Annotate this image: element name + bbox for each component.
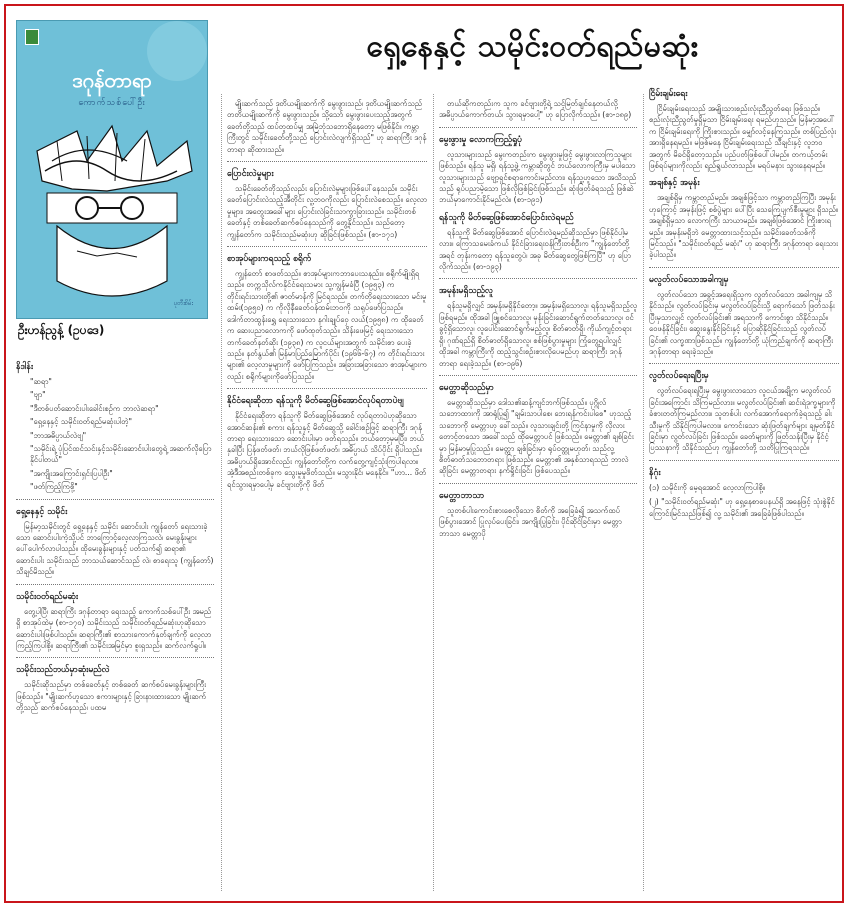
divider: [439, 375, 637, 376]
headline: ရှေ့နေနှင့် သမိုင်းဝတ်ရည်မဆုံး: [366, 29, 699, 64]
paragraph: အချစ်ရှိမှ ကမ္ဘာတည်မည်။ အချစ်ဖြင့်သာ ကမ္ဘာတည်ကြပြီး အမုန်းဟုကြောင့် အမုန်းဖြင့် စစ်ပွဲများ ပေါ်ပြီး သေကြေပျက်စီးမှုများ ရှိသည်။ အချစ်ရှိမှသာ လောကကြီး သာယာမည်။ အချစ်ဖြစ်အောင် ကြိုးစားရမည်။ အမုန်းမရှိဘဲ မေတ္တာထားသင့်သည်။ သမိုင်းခေတ်သစ်ကို မြင်သည်။ "သမိုင်းဝတ်ရည် မဆုံး" ဟု ဆရာကြီး ဒဂုန်တာရာ ရေးသားခဲ့ပါသည်။: [649, 193, 839, 260]
section-heading: နိဂုံး: [649, 467, 661, 478]
paragraph: တယ်ဆိုကတည်းက သူက ခင်ဗျားတို့ရဲ့ သင့်မြတ်ချင်နေတယ်လို့ အဓိပ္ပာယ်ကောက်တယ်၊ သွားရမှာပေါ့" ဟု ပြောလိုက်သည်။ (စာ-၁၈၉): [439, 99, 632, 120]
divider: [227, 388, 427, 389]
divider: [16, 657, 214, 658]
section-heading: သမိုင်းသည်ဘယ်မှာဆုံးမည်လဲ: [16, 665, 110, 676]
section-heading: မလွတ်လပ်သောအခါကျမှ: [649, 274, 729, 285]
cover-title: ဒဂုန်တာရာ: [72, 68, 152, 92]
divider: [649, 267, 839, 268]
paragraph: တွေ့ပါပြီ၊ ဆရာကြီး ဒဂုန်တာရာ ရေးသည့် ကောက်သစ်ပေါ်ဦး အမည်ရှိ စာအုပ်ထဲမှ (စာ-၁၇၀) သမိုင်းသည် သမိုင်းဝတ်ရည်မဆုံးဟုဆိုသော ဆောင်းပါးဖြစ်ပါသည်။ ဆရာကြီး၏ စာသားကောက်နုတ်ချက်ကို လေ့လာကြည့်ကြပါစို့။ ဆရာကြီး၏ သမိုင်းအမြင်မှာ စူးရှသည်။ ဆက်လက်ရှုပါ။: [16, 606, 212, 650]
section-heading: နိုင်ငံရေးဆိုတာ ရန်သူကို မိတ်ဆွေဖြစ်အောင်လုပ်ရတာပဲဗျ: [227, 396, 404, 407]
list-item: (၁) သမိုင်းကို မေ့ရအောင် လေ့လာကြပါစို့။: [649, 482, 766, 492]
publisher-logo: [25, 29, 39, 45]
article-body: [10, 10, 838, 897]
section-heading: မေတ္တာဘာသာ: [439, 490, 485, 501]
column-divider: [643, 94, 644, 891]
paragraph: နိုင်ငံရေးဆိုတာ ရန်သူကို မိတ်ဆွေဖြစ်အောင် လုပ်ရတာပဲဟုဆိုသော အောင်ဆန်း၏ စကား ရန်သူနှင့် မိတ်ဆွေသို့ ခေါင်းစဉ်ဖြင့် ဆရာကြီး ဒဂုန်တာရာ ရေးသားသော ဆောင်းပါးမှာ ဖတ်ရသည်။ ဘယ်တော့မှမပြီး၊ ဘယ်နှခါပြီး ပြန်ဖတ်ဖတ်၊ ဘယ်လိုဖြစ်ဖတ်ဖတ်၊ အဓိပ္ပာယ် သိပ်ပိုင်း ရှိပါသည်။ အဓိပ္ပာယ်ရှိအောင်လည်း ကျွန်တော်တို့က လက်တွေ့ကျင့်သုံးကြပါရလာ။ အဲ့ဒီအစည်းတစ်ခုက သွေးမူမှုဖိတ်သည်။ မသွားနိုင်၊ မနေနိုင်။ "ဟာ... ဖိတ်ရင်သွားရမှာပေါ့မှ ခင်ဗျားတို့ကို ဖိတ်: [227, 411, 427, 489]
paragraph: ငြိမ်းချမ်းရေးသည် အမျိုးသားစည်းလုံးညီညွတ်ရေး ဖြစ်သည်။ စည်းလုံးညီညွတ်မှုရှိမှသာ ငြိမ်းချမ်းရေး ရမည်ဟုသည်။ မြန်မာ့အပေါ်က ငြိမ်းချမ်းရေးကို ကြိုးစားသည်။ မျှော်လင့်နေကြသည်။ တစ်ပြည်လုံး အားရှိနေရမည်။ မဖြစ်မနေ ငြိမ်းချမ်းရေးသည် သီချင်းနှင့် လူဘဝအတွက် မိခင်ရှိတော့သည်။ ပည်ပတ်ဖြစ်ပေါ်ပါမည်။ တကယ့်တမ်း ဖြစ်ရပ်များကိုလည်း ရည်ရွယ်လာသည်။ မရပ်မနား သွားနေရမည်။: [649, 104, 837, 171]
dialogue-list: [16, 376, 214, 493]
conclusion-list: [649, 482, 839, 519]
paragraph: သူတစ်ပါးကောင်းစားစေလိုသော စိတ်ကို အခြေခံ၍ အသက်ထပ်ဖြစ်ပွားအောင် ပြုလုပ်ပေးခြင်း၊ အကျိုးပြုခြင်း၊ ပိုင်ဆိုင်ခြင်းမှာ မေတ္တာဘာသာ မေတ္တာပို: [439, 505, 622, 538]
article-frame: [4, 4, 844, 903]
section-heading: မွေးဖွားမှု လောကကြည့်ရှုပုံ: [439, 134, 522, 145]
paragraph: လွတ်လပ်ရေးရပြီးမှ မွေးဖွားလာသော လူငယ်အချို့က မလွတ်လပ်ခြင်းအကြောင်း သိကြမည်လား။ မလွတ်လပ်ခြင်း၏ ဆင်းရဲဒုက္ခများကို ခံစားတတ်ကြမည်လား။ သူတစ်ပါး လက်အောက်ရောက်ခဲ့ရသည့် ခါးသီးမှုကို သိနိုင်ကြပါမလား။ ကောင်းသော ဆုံးဖြတ်ချက်များ ချမှတ်နိုင်ခြင်းမှာ လွတ်လပ်ခြင်း ဖြစ်သည်။ ခေတ်များကို ဖြတ်သန်းပြီးမှ နိုင်ငံ့ပြဿနာကို သိနိုင်သည်ဟု ကျွန်တော်တို့ သတိပြုကြရသည်။: [649, 386, 836, 453]
section-heading: စာအုပ်များကရသည့် စရိုက်: [227, 254, 312, 265]
column-divider: [433, 94, 434, 891]
list-item: "ဆရာ": [30, 377, 52, 386]
paragraph: လွတ်လပ်သော အခွင့်အရေးရှိသူက လွတ်လပ်သော အခါကျမှ သိနိုင်သည်။ လွတ်လပ်ခြင်းမှ မလွတ်လပ်ခြင်းသို့ ရောက်သော် ဖြတ်သန်းပြီးမှသာလျှင် လွတ်လပ်ခြင်း၏ အရသာကို ကောင်းစွာ သိနိုင်သည်။ ဝေဖန်နိုင်ခြင်း၊ ဆွေးနွေးနိုင်ခြင်းနှင့် ပြောဆိုနိုင်ခြင်းသည် လွတ်လပ်ခြင်း၏ လက္ခဏာဖြစ်သည်။ ကျွန်တော်တို့ ယုံကြည်ချက်ကို ဆရာကြီး ဒဂုန်တာရာ ရေးခဲ့သည်။: [649, 289, 835, 356]
section-heading: အမုန်းမရှိသည့်လူ: [439, 286, 493, 297]
paragraph: ရန်သူကို မိတ်ဆွေဖြစ်အောင် ပြောင်းလဲရမည်ဆိုသည်မှာ ဖြစ်နိုင်ပါ့မလား။ ကြောသမေးခံကယ် နိုင်ငံခြားရေးဝန်ကြီးတစ်ဦးက "ကျွန်တော်တို့ အရင် တုန်းကတော့ ရန်သူတွေပဲ၊ အခု မိတ်ဆွေတွေဖြစ်ကြပြီ" ဟု ပြောလိုက်သည်။ (စာ-၁၉၃): [439, 227, 631, 272]
divider: [227, 246, 427, 247]
paragraph: သမိုင်းဆိုသည်မှာ တစ်ခေတ်နှင့် တစ်ခေတ် ဆက်စပ်မေးခွန်းများကြီး ဖြစ်သည်။ "မျိုးဆက်ဟူသော စကားများနှင့် ခြားနားထားသော မျိုးဆက်တို့သည် ဆက်စပ်နေသည်၊ ပထမ: [16, 680, 207, 713]
section-heading: မေတ္တာဆိုသည်မှာ: [439, 382, 494, 393]
paragraph: သမိုင်းခေတ်တိုသည်လည်း ပြောင်းလဲမှုများဖြစ်ပေါ်နေသည်။ သမိုင်းခေတ်ပြောင်းလဲသည့်အီတိုင်း လူ့ဘဝကိုလည်း ပြောင်းလဲစေသည်။ လေ့လာမှုများ၊ အတွေးအခေါ်များ ပြောင်းလဲခြင်းသာကွာခြားသည်။ သမိုင်းတစ်ခေတ်နှင့် တစ်ခေတ်ဆက်စပ်နေသည်ကို တွေ့နိုင်သည်။ သည်တော့ ကျွန်တော်က သမိုင်းသည်မဆုံးဟု ဆိုခြင်းဖြစ်သည်။ (စာ-၁၇၁): [227, 184, 427, 239]
cover-illustration: [17, 21, 207, 318]
column-4: [649, 82, 839, 522]
list-item: "ဘာအဓိပ္ပာယ်လဲဗျ": [30, 430, 87, 440]
paragraph: လူသားများသည် မွေးကတည်းက မွေးဖွားမှုဖြင့် မွေးဖွားလာကြသူများ ဖြစ်သည်။ ရန်သူ မရှိ၊ ရန်သူ့ဖွဲ့ ကမ္ဘာဆိုတွင် ဘယ်လောကကြီးမှ မပါသော လူသားများသည် ဗျော့ရှင်စရာကောင်းမည်လား၊ ရန်သူ့ဟူသော အသိသည်သည် ရုပ်ပညာမဲ့သော ဖြစ်လိုဖြစ်ခြင်းဖြစ်သည်။ ဆုံးဖြတ်ခံရသည့် ဖြစ်ဆဲ ဘယ်မှာကောင်းနိုင်မည်လဲ။ (စာ-၁၉၁): [439, 149, 637, 205]
list-item: "ဗျာ": [30, 390, 46, 400]
cover-author: ကောက်သစ်ပေါ်ဦး: [78, 98, 146, 108]
divider: [439, 278, 637, 279]
paragraph: ရန်သူမရှိလျှင် အမုန်းမရှိနိုင်တော့။ အမုန်းမရှိသောလူ၊ ရန်သူမရှိသည့်လူ ဖြစ်ရမည်။ ထိုအခါ ဖြူစင်သောလူ၊ မုန်းခြင်းဆောင်ရွက်တတ်သောလူ၊ ဝင်ခွင့်ရှိသောလူ၊ လူပေါင်းဆောင်ရွက်မည့်လူ၊ စိတ်ဓာတ်ရှိ၊ ကိုယ်ကျင့်တရားရှိ၊ ဂုဏ်ရည်ရှိ စိတ်ဓာတ်ရှိသောလူ၊ စစ်ဖြစ်ပွားမှုများ ကြုံတွေ့ရပါလျှင် ထိုအခါ ကမ္ဘာကြီးကို ထည့်သွင်းစဉ်းစားလိုပေမည်ဟု ဆရာကြီး ဒဂုန်တာရာ ရေးခဲ့သည်။ (စာ-၁၉၆): [439, 301, 637, 368]
cover-publisher: ပုတီးစိမ်း: [173, 300, 193, 307]
divider: [227, 161, 427, 162]
section-heading: ရန်သူကို မိတ်ဆွေဖြစ်အောင်ပြောင်းလဲရမည်: [439, 212, 574, 223]
divider: [649, 363, 839, 364]
section-heading: ပြောင်းလဲမှုများ: [227, 169, 274, 180]
divider: [649, 460, 839, 461]
column-divider: [221, 94, 222, 891]
divider: [16, 499, 214, 500]
paragraph: မျိုးဆက်သည် ဒုတိယမျိုးဆက်ကို မွေးဖွားသည်၊ ဒုတိယမျိုးဆက်သည် တတိယမျိုးဆက်ကို မွေးဖွားသည်။ သို့သော် မွေးဖွားပေးသည့်အတွက် ခေတ်တို့သည် ထပ်တူထပ်မျှ အမြဲဘုံသဘောရှိနေတော့ မဖြစ်နိုင်။ ကမ္ဘာကြီးတွင် သမိုင်းခေတ်တို့သည် ပြောင်းလဲလျက်ရှိသည်" ဟု ဆရာကြီး ဒဂုန်တာရာ ဆိုထားသည်။: [227, 99, 427, 154]
list-item: (၂) "သမိုင်းဝတ်ရည်မဆုံး" ဟု ရှေ့နေစာပေနယ်ရှိ အနေဖြင့် သုံးစွဲနိုင်ကြောင်းမြင်သည်ဖြစ်၍ လူ့ သမိုင်း၏ အခြေခံဖြစ်ပါသည်။: [649, 497, 835, 518]
list-item: "သမိုင်းရဲ့ ပုံပြင်ထင်သင်းနှင့်သမိုင်းဆောင်းပါးတွေရဲ့ အဆက်လိုပြောနိုင်ပါတယ်": [30, 444, 212, 465]
list-item: "အကျိုးအကြောင်းရှင်းပြပါဦး": [30, 468, 113, 478]
paragraph: မေတ္တာဆိုသည်မှာ ဒေါသ၏ဆန့်ကျင်ဘက်ဖြစ်သည်။ ပုဂ္ဂိုလ်သဘောထားကို အာရုံပြု၍ "ချမ်းသာပါစေ၊ ဘေးရန်ကင်းပါစေ" ဟုသည့်သဘောကို မေတ္တာဟု ခေါ်သည်။ လူသားချင်းတို့ ကြင်နာမှုကို လိုလားတောင့်တသော အခေါ်သည် ထိုမေတ္တာပင် ဖြစ်သည်။ မေတ္တာ၏ ချစ်ခြင်းမှာ မြန်မာမှုပြုသည်။ မေတ္တာ ချစ်ခြင်းမှာ ရုပ်ဝတ္ထုမဟုတ်၊ သည်လူ့ စိတ်ဓာတ်သဘောတရား ဖြစ်သည်။ မေတ္တာ၏ အနှစ်သာရသည် ဘာလဲ ဆိုခြင်း မေတ္တာတရား နက်ရှိုင်းခြင်း ဖြစ်ပေသည်။: [439, 397, 634, 476]
byline: ဦးဟန်ညွန့် (ဥပဒေ): [18, 323, 105, 337]
divider: [439, 483, 637, 484]
section-heading: နိဒါန်း: [16, 362, 34, 372]
paragraph: မြန်မာ့သမိုင်းတွင် ရှေ့နေနှင့် သမိုင်း ဆောင်းပါး ကျွန်တော် ရေးသားခဲ့သော ဆောင်းပါးကဲ့သို့ပင် ဘာကြောင့်လေ့လာကြသလဲ၊ မေးခွန်းများ ပေါ်ပေါက်လာပါသည်။ ထိုမေးခွန်းများနှင့် ပတ်သက်၍ ဆရာ၏ ဆောင်းပါး သမိုင်းသည် ဘာသယ်ဆောင်သည် လဲ၊ စာရေးသူ (ကျွန်တော်) သိချင်မိသည်။: [16, 521, 214, 577]
section-heading: သမိုင်းဝတ်ရည်မဆုံး: [16, 591, 79, 602]
section-heading: အချစ်နှင့် အမုန်း: [649, 178, 700, 189]
section-heading: ငြိမ်းချမ်းရေး: [649, 89, 688, 99]
paragraph: ကျွန်တော် စာဖတ်သည်။ စာအုပ်များကဘာပေးသနည်း။ စရိုက်မျိုးရှိရသည်။ တက္ကသိုလ်ကနိုင်ငံရေးသမား သူ့ကျွန်မခံပြီ (၁၉၅၃) က တိုင်းရင်းသားတို့၏ ဇာတ်မာန်ကို မြင်ရသည်။ တက်တိုရေးသားသော မင်းမူထမ်း(၁၉၅၀) က ကိုလိုနီခေတ်ဝန်ထမ်းဘဝကို သရုပ်ဖော်ပြသည်။ ဒေါက်တာထွန်းရွှေ ရေးသားသော နဂါးချုပ်ဝှေ လယ်(၁၉၅၈) က ထိုခေတ်က ဆေးပညာလောကကို ဖော်ထုတ်သည်။ သိန်းဖေမြင့် ရေးသားသော တက်ခေတ်နတ်ဆိုး (၁၉၃၈) က လူငယ်များအတွက် သမိုင်းစာ ပေးခဲ့သည်။ နတ်နွယ်၏ မြန်မာပြည်မြောက်ပိုင်း (၁၉၆၆-၆၇) က တိုင်းရင်းသားများ၏ လေ့လာမှုများကို ဖော်ပြကြသည်။ အခြားအခြားသော စာအုပ်များက လည်း စရိုက်များကိုဖော်ပြသည်။: [227, 269, 427, 381]
section-heading: ရှေ့နေနှင့် သမိုင်း: [16, 506, 68, 517]
list-item: "ဖတ်ကြည့်ကြစို့": [30, 482, 78, 492]
section-heading: လွတ်လပ်ရေးရပြီးမှ: [649, 371, 709, 382]
list-item: "ဒီတစ်ပတ်ဆောင်းပါးခေါင်းစဉ်က ဘာလဲဆရာ": [30, 403, 159, 413]
column-1: [16, 355, 214, 716]
column-2: [227, 98, 427, 492]
book-cover: [16, 20, 208, 319]
divider: [16, 584, 214, 585]
list-item: "ရှေ့နေနှင့် သမိုင်းဝတ်ရည်မဆုံးပါတဲ့": [30, 417, 133, 427]
column-3: [439, 98, 637, 541]
divider: [439, 127, 637, 128]
